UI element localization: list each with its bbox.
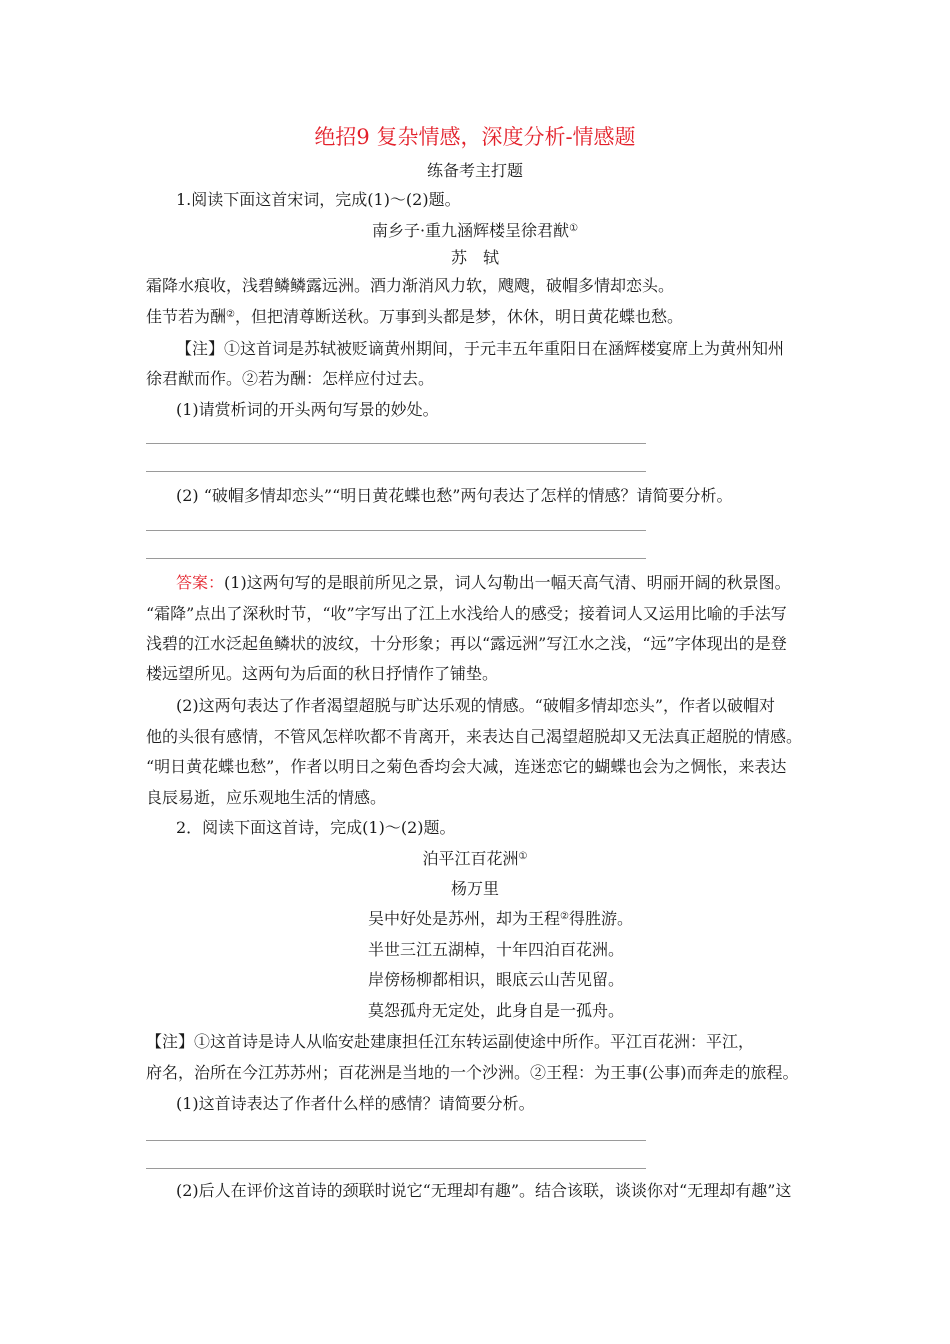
q1-poem-line: 霜降水痕收，浅碧鳞鳞露远洲。酒力渐消风力软，飕飕，破帽多情却恋头。 xyxy=(146,276,675,295)
answer-line xyxy=(146,1140,646,1141)
q2-note: 【注】①这首诗是诗人从临安赴建康担任江东转运副使途中所作。平江百花洲：平江， xyxy=(146,1032,755,1051)
q1-sub-question-2: (2) “破帽多情却恋头”“明日黄花蝶也愁”两句表达了怎样的情感？请简要分析。 xyxy=(176,486,733,505)
q2-sub-question-2: (2)后人在评价这首诗的颈联时说它“无理却有趣”。结合该联，谈谈你对“无理却有趣”这 xyxy=(176,1181,792,1200)
answer-paragraph: “明日黄花蝶也愁”，作者以明日之菊色香均会大减，连迷恋它的蝴蝶也会为之惆怅，来表达 xyxy=(146,757,787,776)
answer-paragraph: (2)这两句表达了作者渴望超脱与旷达乐观的情感。“破帽多情却恋头”，作者以破帽对 xyxy=(176,696,776,715)
q2-intro: 2．阅读下面这首诗，完成(1)～(2)题。 xyxy=(176,818,456,837)
q2-sub-question-1: (1)这首诗表达了作者什么样的感情？请简要分析。 xyxy=(176,1094,535,1113)
q2-note: 府名，治所在今江苏苏州；百花洲是当地的一个沙洲。②王程：为王事(公事)而奔走的旅程。 xyxy=(146,1063,799,1082)
q2-poem-verse: 半世三江五湖棹，十年四泊百花洲。 xyxy=(368,940,625,959)
answer-paragraph: 楼远望所见。这两句为后面的秋日抒情作了铺垫。 xyxy=(146,664,499,683)
page-title: 绝招9 复杂情感，深度分析-情感题 xyxy=(314,125,636,149)
answer-line xyxy=(146,471,646,472)
q1-poem-title: 南乡子·重九涵辉楼呈徐君猷① xyxy=(371,221,579,240)
q1-sub-question-1: (1)请赏析词的开头两句写景的妙处。 xyxy=(176,400,439,419)
answer-paragraph: 浅碧的江水泛起鱼鳞状的波纹，十分形象；再以“露远洲”写江水之浅，“远”字体现出的是登 xyxy=(146,634,787,653)
answer-paragraph: 良辰易逝，应乐观地生活的情感。 xyxy=(146,788,387,807)
q2-poem-title: 泊平江百花洲① xyxy=(422,849,528,868)
answer-line xyxy=(146,558,646,559)
q1-author: 苏 轼 xyxy=(450,248,499,267)
q1-poem-line: 佳节若为酬②，但把清尊断送秋。万事到头都是梦，休休，明日黄花蝶也愁。 xyxy=(146,307,683,326)
q1-note: 【注】①这首词是苏轼被贬谪黄州期间，于元丰五年重阳日在涵辉楼宴席上为黄州知州 xyxy=(176,339,785,358)
q1-note: 徐君猷而作。②若为酬：怎样应付过去。 xyxy=(146,369,435,388)
answer-paragraph: “霜降”点出了深秋时节，“收”字写出了江上水浅给人的感受；接着词人又运用比喻的手法写 xyxy=(146,604,787,623)
section-subtitle: 练备考主打题 xyxy=(426,161,523,180)
q2-poem-verse: 岸傍杨柳都相识，眼底云山苦见留。 xyxy=(368,970,625,989)
answer-label: 答案： xyxy=(176,573,225,592)
q2-poem-verse: 吴中好处是苏州，却为王程②得胜游。 xyxy=(368,909,633,928)
answer-line xyxy=(146,443,646,444)
answer-line xyxy=(146,1168,646,1169)
q2-poem-verse: 莫怨孤舟无定处，此身自是一孤舟。 xyxy=(368,1001,625,1020)
q1-intro: 1.阅读下面这首宋词，完成(1)～(2)题。 xyxy=(176,190,461,209)
q2-author: 杨万里 xyxy=(450,879,499,898)
answer-paragraph: 他的头很有感情，不管风怎样吹都不肯离开，来表达自己渴望超脱却又无法真正超脱的情感。 xyxy=(146,727,803,746)
answer-paragraph: 答案：(1)这两句写的是眼前所见之景，词人勾勒出一幅天高气清、明丽开阔的秋景图。 xyxy=(176,573,791,592)
answer-line xyxy=(146,530,646,531)
